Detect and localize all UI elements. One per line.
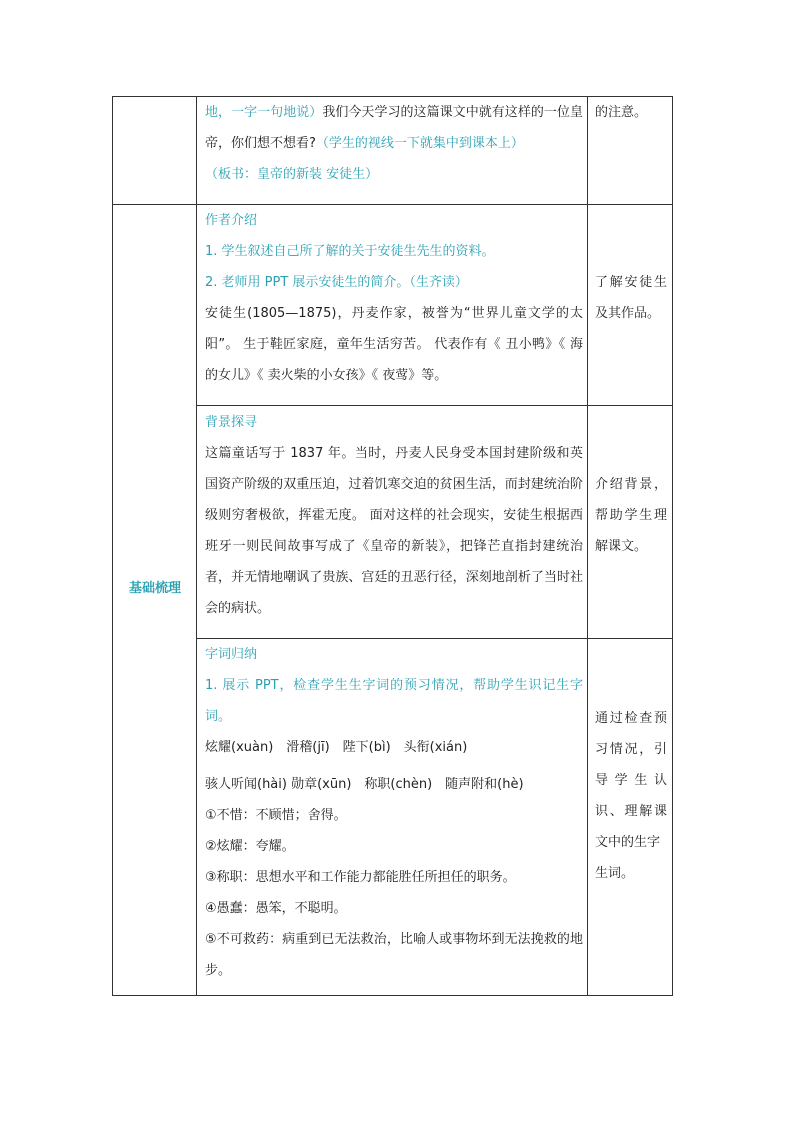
author-note: 了解安徒生及其作品。 xyxy=(595,275,667,321)
words-heading: 字词归纳 xyxy=(205,647,258,662)
author-item-2: 2. 老师用 PPT 展示安徒生的简介。（生齐读） xyxy=(205,275,468,290)
background-note: 介绍背景，帮助学生理解课文。 xyxy=(595,477,667,554)
definition-5: ⑤不可救药：病重到已无法救治，比喻人或事物坏到无法挽救的地步。 xyxy=(205,932,583,978)
words-intro: 1. 展示 PPT，检查学生生字词的预习情况，帮助学生识记生字词。 xyxy=(205,678,583,724)
definition-3: ③称职：思想水平和工作能力都能胜任所担任的职务。 xyxy=(205,870,516,885)
blackboard-note: （板书：皇帝的新装 安徒生） xyxy=(205,167,379,182)
pinyin-line-1: 炫耀(xuàn) 滑稽(jī) 陛下(bì) 头衔(xián) xyxy=(205,740,468,755)
intro-text: 我们今天学习的这篇课文中就有这样的一位皇帝，你们想不想看? xyxy=(205,105,583,151)
definition-1: ①不惜：不顾惜；舍得。 xyxy=(205,808,347,823)
col-divider-2 xyxy=(587,97,588,995)
words-note xyxy=(595,703,667,889)
lesson-table xyxy=(112,96,673,996)
author-cell xyxy=(205,205,583,391)
background-body: 这篇童话写于 1837 年。当时，丹麦人民身受本国封建阶级和英国资产阶级的双重压迫，过着饥寒交迫的贫困生活，而封建统治阶级则穷奢极欲，挥霍无度。 面对这样的社会现实，安徒生根据西班牙一则民间故事写成了《皇帝的新装》，把锋芒直指封建统治者，并无情地嘲讽了贵族、宫廷的丑恶行径，深刻地剖析了当时社会的病状。 xyxy=(205,446,583,616)
words-cell xyxy=(205,639,583,986)
definition-2: ②炫耀：夸耀。 xyxy=(205,839,295,854)
pinyin-line-2: 骇人听闻(hài) 勋章(xūn) 称职(chèn) 随声附和(hè) xyxy=(205,777,524,792)
definition-4: ④愚蠢：愚笨，不聪明。 xyxy=(205,901,347,916)
background-cell xyxy=(205,407,583,624)
words-note-1: 通过检查预习情况，引导学生认识、理解课文中的生字 xyxy=(595,711,667,850)
author-heading: 作者介绍 xyxy=(205,213,258,228)
row-divider-2 xyxy=(196,405,672,406)
intro-note: 的注意。 xyxy=(595,105,648,120)
section-label: 基础梳理 xyxy=(128,581,181,596)
col-divider-1 xyxy=(196,97,197,995)
intro-cell xyxy=(205,97,583,190)
author-item-1: 1. 学生叙述自己所了解的关于安徒生先生的资料。 xyxy=(205,244,495,259)
intro-teal-2: （学生的视线一下就集中到课本上） xyxy=(315,136,524,151)
background-heading: 背景探寻 xyxy=(205,415,258,430)
intro-teal-1: 地，一字一句地说） xyxy=(205,105,323,120)
author-body: 安徒生(1805—1875)，丹麦作家，被誉为“世界儿童文学的太阳”。 生于鞋匠家庭，童年生活穷苦。 代表作有《 丑小鸭》《 海的女儿》《 卖火柴的小女孩》《 夜莺》等。 xyxy=(205,306,583,383)
words-note-2: 生词。 xyxy=(595,866,635,881)
